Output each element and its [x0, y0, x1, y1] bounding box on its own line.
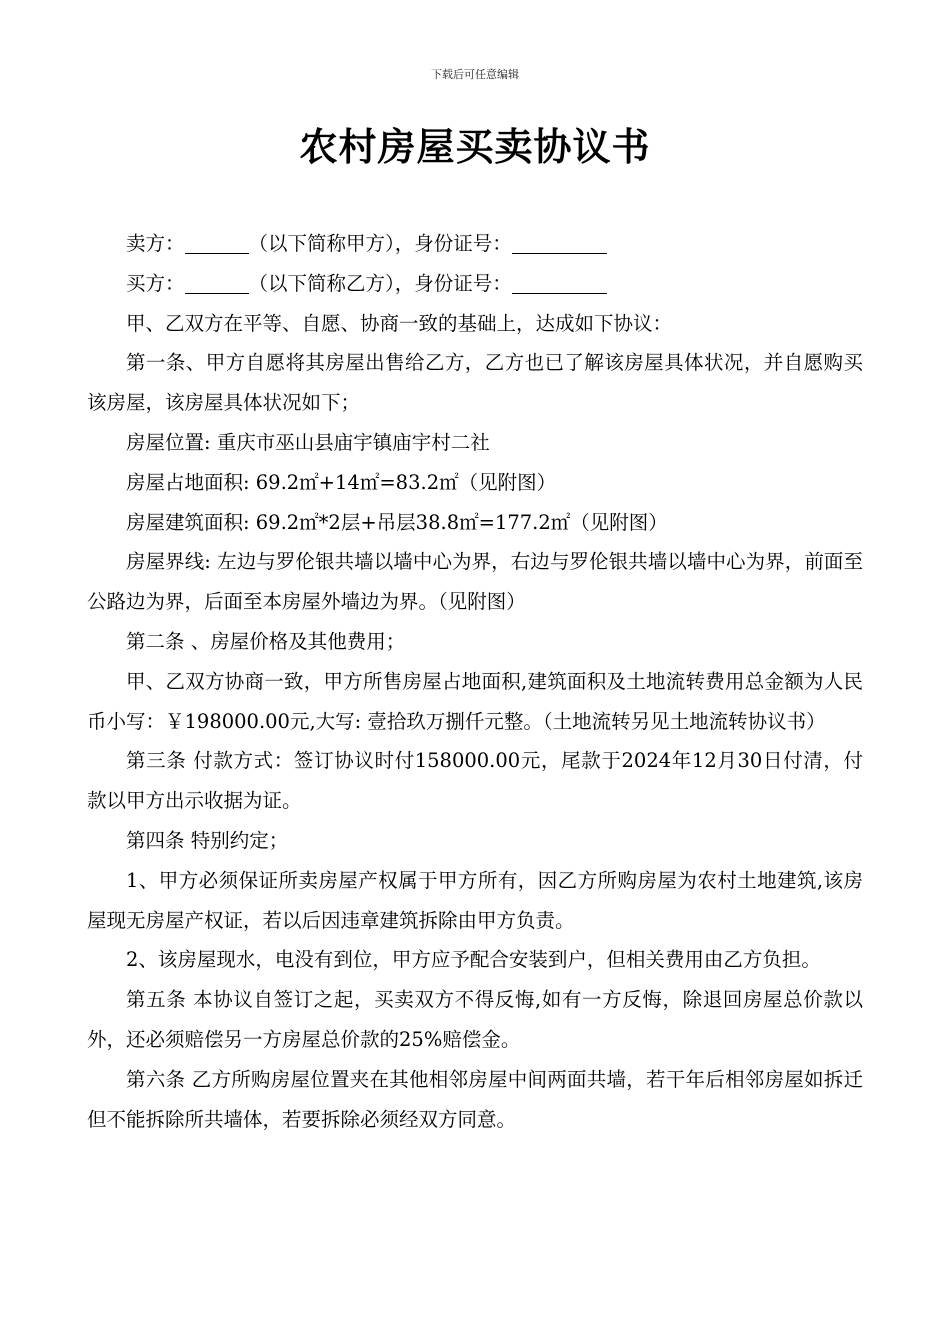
document-body: [87, 224, 863, 1139]
article-2-heading: 第二条 、房屋价格及其他费用；: [126, 629, 406, 653]
boundary-paragraph: 房屋界线: 左边与罗伦银共墙以墙中心为界，右边与罗伦银共墙以墙中心为界，前面至公路边为界，后面至本房屋外墙边为界。（见附图）: [87, 550, 863, 614]
special-term-1: 1、甲方必须保证所卖房屋产权属于甲方所有，因乙方所购房屋为农村土地建筑,该房屋现无房屋产权证，若以后因违章建筑拆除由甲方负责。: [87, 868, 863, 932]
buyer-id-blank: [512, 271, 607, 294]
seller-name-blank: [185, 231, 249, 254]
price-paragraph: 甲、乙双方协商一致，甲方所售房屋占地面积,建筑面积及土地流转费用总金额为人民币小写：￥198000.00元,大写: 壹拾玖万捌仟元整。（土地流转另见土地流转协议书）: [87, 669, 863, 733]
article-1-paragraph: 第一条、甲方自愿将其房屋出售给乙方，乙方也已了解该房屋具体状况，并自愿购买该房屋，该房屋具体状况如下；: [87, 351, 863, 415]
special-term-2: 2、该房屋现水，电没有到位，甲方应予配合安装到户，但相关费用由乙方负担。: [126, 948, 821, 972]
header-note: 下载后可任意编辑: [431, 68, 519, 81]
article-5-paragraph: 第五条 本协议自签订之起，买卖双方不得反悔,如有一方反悔，除退回房屋总价款以外，还必须赔偿另一方房屋总价款的25%赔偿金。: [87, 988, 863, 1051]
seller-line: [87, 224, 863, 264]
buyer-line: [87, 264, 863, 304]
buyer-label: 买方：: [126, 271, 185, 295]
seller-middle-text: （以下简称甲方），身份证号：: [248, 232, 512, 255]
article-4-heading: 第四条 特别约定；: [126, 828, 289, 852]
article-6-paragraph: 第六条 乙方所购房屋位置夹在其他相邻房屋中间两面共墙，若干年后相邻房屋如拆迁但不能拆除所共墙体，若要拆除必须经双方同意。: [87, 1067, 863, 1131]
seller-id-blank: [512, 231, 607, 254]
building-area-paragraph: 房屋建筑面积: 69.2㎡*2层+吊层38.8㎡=177.2㎡（见附图）: [126, 510, 668, 534]
seller-label: 卖方：: [126, 232, 185, 255]
buyer-name-blank: [185, 271, 249, 294]
intro-paragraph: 甲、乙双方在平等、自愿、协商一致的基础上，达成如下协议：: [126, 311, 673, 335]
document-title: 农村房屋买卖协议书: [299, 124, 651, 169]
buyer-middle-text: （以下简称乙方），身份证号：: [248, 271, 512, 295]
land-area-paragraph: 房屋占地面积: 69.2㎡+14㎡=83.2㎡（见附图）: [126, 470, 557, 494]
article-3-paragraph: 第三条 付款方式：签订协议时付158000.00元，尾款于2024年12月30日付清，付款以甲方出示收据为证。: [87, 749, 863, 813]
house-location-paragraph: 房屋位置: 重庆市巫山县庙宇镇庙宇村二社: [126, 430, 490, 454]
